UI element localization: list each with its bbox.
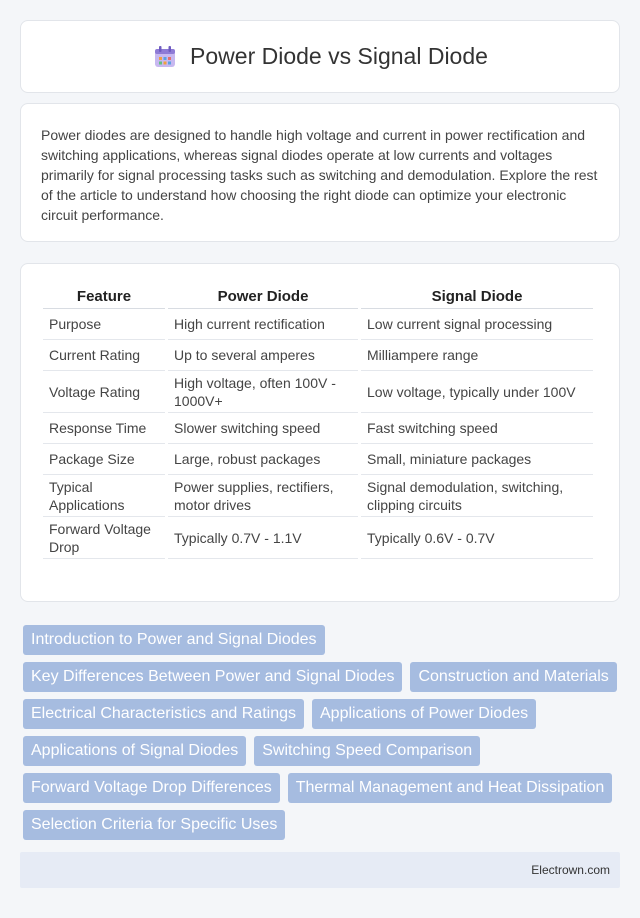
topic-tags <box>23 625 623 847</box>
footer <box>20 852 620 888</box>
table-cell: Milliampere range <box>361 340 593 371</box>
table-row <box>43 309 593 340</box>
table-cell: Fast switching speed <box>361 413 593 444</box>
comparison-table <box>40 284 596 559</box>
table-cell: Forward Voltage Drop <box>43 517 165 559</box>
tag-link[interactable]: Forward Voltage Drop Differences <box>23 773 280 803</box>
table-cell: Typical Applications <box>43 475 165 517</box>
table-cell: Purpose <box>43 309 165 340</box>
table-cell: Package Size <box>43 444 165 475</box>
table-header: Feature <box>43 284 165 309</box>
page-title: Power Diode vs Signal Diode <box>190 43 488 69</box>
table-cell: High current rectification <box>168 309 358 340</box>
table-row <box>43 517 593 559</box>
table-header: Power Diode <box>168 284 358 309</box>
table-header: Signal Diode <box>361 284 593 309</box>
table-cell: Large, robust packages <box>168 444 358 475</box>
table-cell: Low current signal processing <box>361 309 593 340</box>
table-cell: Signal demodulation, switching, clipping circuits <box>361 475 593 517</box>
calendar-icon <box>152 44 178 70</box>
table-cell: Voltage Rating <box>43 371 165 413</box>
table-cell: Power supplies, rectifiers, motor drives <box>168 475 358 517</box>
tag-link[interactable]: Electrical Characteristics and Ratings <box>23 699 304 729</box>
tag-link[interactable]: Applications of Signal Diodes <box>23 736 246 766</box>
table-cell: High voltage, often 100V - 1000V+ <box>168 371 358 413</box>
tag-link[interactable]: Introduction to Power and Signal Diodes <box>23 625 325 655</box>
intro-text: Power diodes are designed to handle high voltage and current in power rectification and switching applications, whereas signal diodes operate at low currents and voltages primarily for signal processing tasks such as switching and demodulation. Explore the rest of the article to understand how choosing the right diode can optimize your electronic circuit performance. <box>41 127 598 223</box>
tag-link[interactable]: Applications of Power Diodes <box>312 699 536 729</box>
table-row <box>43 475 593 517</box>
tag-link[interactable]: Construction and Materials <box>410 662 616 692</box>
table-cell: Slower switching speed <box>168 413 358 444</box>
comparison-table-card <box>20 263 620 602</box>
table-cell: Up to several amperes <box>168 340 358 371</box>
footer-site-name[interactable]: Electrown.com <box>531 863 610 877</box>
table-row <box>43 371 593 413</box>
table-row <box>43 413 593 444</box>
intro-card <box>20 103 620 242</box>
table-cell: Typically 0.7V - 1.1V <box>168 517 358 559</box>
table-cell: Low voltage, typically under 100V <box>361 371 593 413</box>
table-cell: Small, miniature packages <box>361 444 593 475</box>
table-cell: Response Time <box>43 413 165 444</box>
tag-link[interactable]: Key Differences Between Power and Signal Diodes <box>23 662 402 692</box>
tag-link[interactable]: Selection Criteria for Specific Uses <box>23 810 285 840</box>
table-row <box>43 340 593 371</box>
table-cell: Current Rating <box>43 340 165 371</box>
tag-link[interactable]: Thermal Management and Heat Dissipation <box>288 773 613 803</box>
table-cell: Typically 0.6V - 0.7V <box>361 517 593 559</box>
tag-link[interactable]: Switching Speed Comparison <box>254 736 480 766</box>
title-card <box>20 20 620 93</box>
table-row <box>43 444 593 475</box>
